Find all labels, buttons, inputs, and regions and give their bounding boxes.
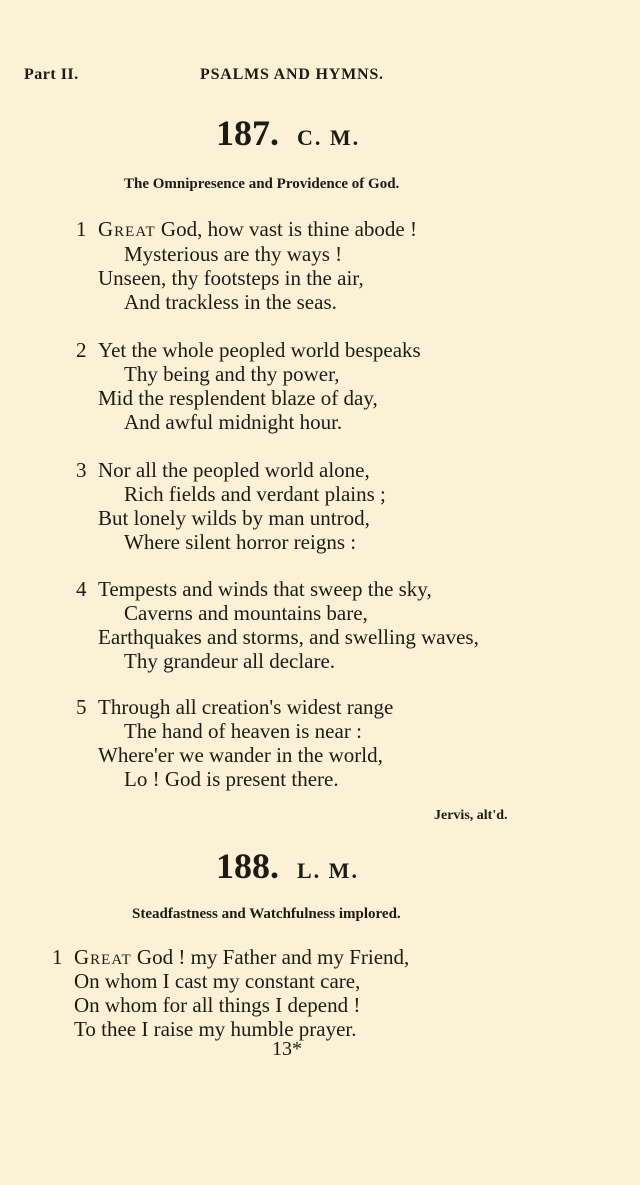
hymn-number: 187. bbox=[216, 113, 279, 153]
verse-number: 3 bbox=[76, 458, 87, 482]
verse-line: Lo ! God is present there. bbox=[124, 767, 339, 791]
verse-line: And awful midnight hour. bbox=[124, 410, 343, 434]
verse-line: On whom for all things I depend ! bbox=[74, 993, 361, 1017]
verse-line: Mysterious are thy ways ! bbox=[124, 242, 343, 266]
verse-line: Thy being and thy power, bbox=[124, 362, 340, 386]
verse-line: Earthquakes and storms, and swelling waves, bbox=[98, 625, 479, 649]
hymn-number: 188. bbox=[216, 846, 279, 886]
verse-line: Caverns and mountains bare, bbox=[124, 601, 368, 625]
first-word: Great bbox=[74, 945, 132, 969]
verse-line: Great God, how vast is thine abode ! bbox=[98, 217, 417, 241]
verse-line: Unseen, thy footsteps in the air, bbox=[98, 266, 364, 290]
first-word: Great bbox=[98, 217, 156, 241]
verse-number: 1 bbox=[52, 945, 63, 969]
verse-number: 2 bbox=[76, 338, 87, 362]
attribution: Jervis, alt'd. bbox=[434, 808, 508, 823]
signature-mark: 13* bbox=[272, 1038, 302, 1060]
hymn-188-subtitle: Steadfastness and Watchfulness implored. bbox=[132, 906, 401, 922]
verse-line: To thee I raise my humble prayer. bbox=[74, 1017, 357, 1041]
verse-number: 5 bbox=[76, 695, 87, 719]
hymn-meter: C. M. bbox=[297, 125, 361, 150]
verse-line: Yet the whole peopled world bespeaks bbox=[98, 338, 421, 362]
hymn-188-heading bbox=[216, 845, 359, 887]
verse-line: Great God ! my Father and my Friend, bbox=[74, 945, 410, 969]
hymn-187-subtitle: The Omnipresence and Providence of God. bbox=[124, 176, 400, 192]
verse-line: But lonely wilds by man untrod, bbox=[98, 506, 370, 530]
verse-number: 4 bbox=[76, 577, 87, 601]
part-label: Part II. bbox=[24, 66, 79, 83]
hymn-187-heading bbox=[216, 112, 360, 154]
verse-line: Tempests and winds that sweep the sky, bbox=[98, 577, 432, 601]
verse-line: The hand of heaven is near : bbox=[124, 719, 362, 743]
verse-line: Where'er we wander in the world, bbox=[98, 743, 383, 767]
verse-line: Through all creation's widest range bbox=[98, 695, 394, 719]
verse-line: And trackless in the seas. bbox=[124, 290, 337, 314]
verse-line: Rich fields and verdant plains ; bbox=[124, 482, 386, 506]
verse-line: Mid the resplendent blaze of day, bbox=[98, 386, 378, 410]
hymn-meter: L. M. bbox=[297, 858, 359, 883]
verse-line: Nor all the peopled world alone, bbox=[98, 458, 370, 482]
verse-line: On whom I cast my constant care, bbox=[74, 969, 361, 993]
verse-line: Thy grandeur all declare. bbox=[124, 649, 336, 673]
verse-line: Where silent horror reigns : bbox=[124, 530, 357, 554]
verse-number: 1 bbox=[76, 217, 87, 241]
running-title: PSALMS AND HYMNS. bbox=[200, 66, 384, 83]
